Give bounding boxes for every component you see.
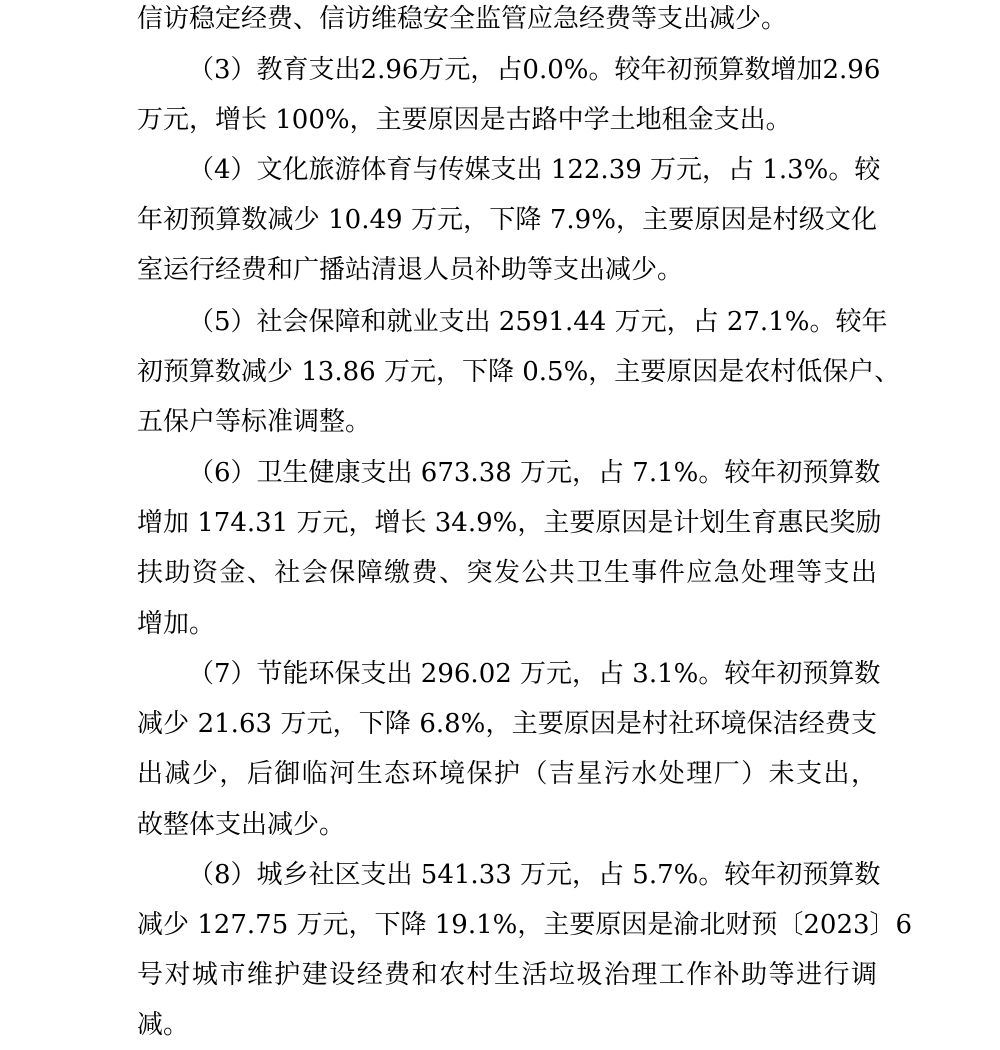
paragraph-8-line-1: （8）城乡社区支出 541.33 万元，占 5.7%。较年初预算数	[188, 860, 881, 890]
paragraph-7-line-1: （7）节能环保支出 296.02 万元，占 3.1%。较年初预算数	[188, 659, 881, 689]
paragraph-6-line-3: 扶助资金、社会保障缴费、突发公共卫生事件应急处理等支出	[137, 558, 877, 588]
paragraph-4-line-3: 室运行经费和广播站清退人员补助等支出减少。	[137, 255, 684, 285]
paragraph-7-line-2: 减少 21.63 万元，下降 6.8%，主要原因是村社环境保洁经费支	[137, 709, 877, 739]
paragraph-4-line-2: 年初预算数减少 10.49 万元，下降 7.9%，主要原因是村级文化	[137, 205, 877, 235]
paragraph-6-line-2: 增加 174.31 万元，增长 34.9%，主要原因是计划生育惠民奖励	[137, 508, 882, 538]
paragraph-8-line-2: 减少 127.75 万元，下降 19.1%，主要原因是渝北财预〔2023〕6	[137, 910, 913, 940]
paragraph-6-line-1: （6）卫生健康支出 673.38 万元，占 7.1%。较年初预算数	[188, 458, 881, 488]
paragraph-4-line-1: （4）文化旅游体育与传媒支出 122.39 万元，占 1.3%。较	[188, 155, 881, 185]
paragraph-7-line-3: 出减少，后御临河生态环境保护（吉星污水处理厂）未支出，	[137, 759, 877, 789]
paragraph-7-line-4: 故整体支出减少。	[137, 810, 346, 840]
paragraph-3-line-2: 万元，增长 100%，主要原因是古路中学土地租金支出。	[137, 105, 792, 135]
paragraph-5-line-3: 五保户等标准调整。	[137, 407, 372, 437]
paragraph-6-line-4: 增加。	[137, 609, 216, 639]
paragraph-3-line-1: （3）教育支出2.96万元，占0.0%。较年初预算数增加2.96	[188, 55, 881, 85]
text-line-1: 信访稳定经费、信访维稳安全监管应急经费等支出减少。	[137, 4, 788, 34]
paragraph-5-line-1: （5）社会保障和就业支出 2591.44 万元，占 27.1%。较年	[188, 307, 888, 337]
paragraph-8-line-3: 号对城市维护建设经费和农村生活垃圾治理工作补助等进行调	[137, 960, 877, 990]
paragraph-5-line-2: 初预算数减少 13.86 万元，下降 0.5%，主要原因是农村低保户、	[137, 357, 901, 387]
paragraph-8-line-4: 减。	[137, 1010, 190, 1040]
